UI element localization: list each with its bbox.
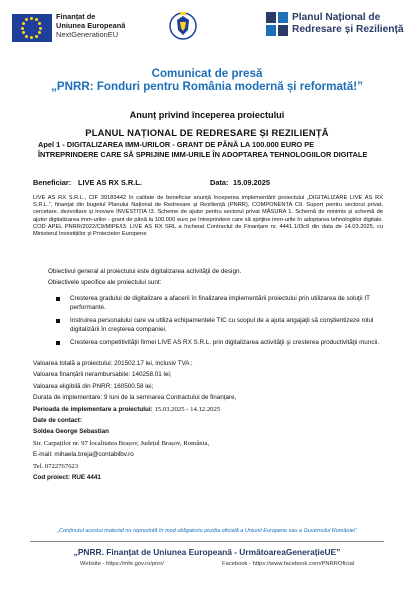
pnrr-logo-line2: Redresare și Reziliență — [292, 24, 404, 35]
footer-facebook-link[interactable]: Facebook - https://www.facebook.com/PNRROficial — [222, 561, 355, 567]
contact-email[interactable]: E-mail: mihaela.breja@contabilbv.ro — [33, 451, 134, 459]
list-item — [56, 294, 384, 312]
footer-website-link[interactable]: Website - https://mfe.gov.ro/pnrr/ — [80, 561, 164, 567]
eu-flag-icon — [12, 14, 52, 42]
pnrr-mark-icon — [266, 12, 288, 36]
project-details — [33, 358, 383, 483]
list-item — [56, 316, 384, 334]
nonrefundable-value: Valoarea finanțării nerambursabile: 140258.01 lei; — [33, 371, 172, 379]
list-item-text: Cresterea gradului de digitalizare a afacerii în finalizarea implementării proiectului prin utilizarea de soluţii IT performante. — [70, 295, 370, 311]
eu-logo-line2: Uniunea Europeană — [56, 21, 126, 30]
press-release-subtitle: „PNRR: Fonduri pentru România modernă și reformată!” — [51, 80, 363, 93]
total-value: Valoarea totală a proiectului: 201502.17 lei, inclusiv TVA ; — [33, 360, 193, 367]
beneficiary-value: LIVE AS RX S.R.L. — [78, 178, 142, 187]
plan-title: PLANUL NAȚIONAL DE REDRESARE ȘI REZILIENȚĂ — [85, 127, 329, 138]
bullet-icon — [56, 319, 60, 323]
date-label: Data: — [210, 178, 229, 187]
period-value: 15.03.2025 - 14.12.2025 — [154, 405, 221, 413]
implementation-period — [33, 404, 383, 415]
specific-objectives-intro: Obiectivele specifice ale proiectului sunt: — [48, 279, 162, 286]
eu-funding-logo — [12, 12, 132, 46]
eu-logo-line3: NextGenerationEU — [56, 30, 119, 39]
contact-header: Date de contact: — [33, 417, 82, 425]
list-item — [56, 338, 384, 347]
specific-objectives-list — [56, 294, 384, 351]
call-description — [38, 140, 383, 159]
government-crest-icon — [168, 10, 198, 44]
footer-title: „PNRR. Finanțat de Uniunea Europeană - UrmătoareaGenerațieUE” — [73, 547, 341, 557]
list-item-text: Cresterea competitivităţii firmei LIVE AS RX S.R.L. prin digitalizarea activităţii şi cresterea productivităţii muncii. — [70, 339, 380, 346]
pnrr-logo — [266, 10, 406, 44]
announcement-heading: Anunț privind începerea proiectului — [129, 110, 285, 120]
eligible-value: Valoarea eligibilă din PNRR: 160500.58 lei; — [33, 382, 154, 390]
contact-name: Soldea George Sebastian — [33, 428, 109, 436]
contact-address: Str. Carpaților nr. 97 localitatea Brașov, Județul Brașov, România, — [33, 439, 210, 447]
beneficiary-label: Beneficiar: — [33, 178, 72, 187]
eu-logo-line1: Finanțat de — [56, 12, 96, 21]
call-line2: ÎNTREPRINDERE CARE SĂ SPRIJINE IMM-URILE ÎN ADOPTAREA TEHNOLOGIILOR DIGITALE — [38, 149, 368, 159]
pnrr-logo-line1: Planul Național de — [292, 12, 381, 23]
implementation-duration: Durata de implementare: 9 luni de la semnarea Contractului de finanțare, — [33, 394, 237, 402]
period-label: Perioada de implementare a proiectului: — [33, 405, 153, 413]
eu-logo-text — [56, 12, 125, 39]
contact-phone: Tel. 0722767623 — [33, 462, 79, 470]
bullet-icon — [56, 297, 60, 301]
general-objective: Obiectivul general al proiectului este digitalizarea activităţii de design. — [48, 268, 242, 275]
press-release-title: Comunicat de presă — [151, 67, 263, 80]
project-code: Cod proiect: RUE 4441 — [33, 474, 101, 482]
bullet-icon — [56, 341, 60, 345]
pnrr-logo-text — [292, 12, 404, 36]
intro-paragraph: LIVE AS RX S.R.L., CIF 39183442 în calitate de beneficiar anunță începerea implementării proiectului „DIGITALIZARE LIVE AS RX S.R.L.”, finanțat din bugetul Planului Național de Redresare și Reziliență (PNRR), COMPONENTA C9. Suport pentru sectorul privat, cercetare, dezvoltare și inovare INVESTIȚIA I3. Scheme de ajutor pentru sectorul privat MĂSURA 1. Schemă de minimis și schemă de ajutor digitalizarea imm-urilor - grant de până la 100.000 euro pe întreprindere care să sprijine imm-urile în adoptarea tehnologiilor digitale. COD APEL PNRR/2022/C9/MIPE/I3. LIVE AS RX SRL a încheiat Contractul de Finanțare nr. 4441.1/I3c9 din data de 14.03.2025, cu Ministerul Investițiilor și Proiectelor Europene — [33, 195, 383, 238]
call-line1: Apel 1 - DIGITALIZAREA IMM-URILOR - GRANT DE PÂNĂ LA 100.000 EURO PE — [38, 140, 315, 149]
disclaimer: „Conținutul acestui material nu reprezintă în mod obligatoriu poziția oficială a Uniunii Europene sau a Guvernului României” — [57, 528, 357, 534]
list-item-text: Instruirea personalului care va utiliza echipamentele TIC cu scopul de a ajuta angajaţii să conştientizeze rolul digitalizării în creşterea companiei. — [70, 317, 374, 333]
date-value: 15.09.2025 — [233, 178, 270, 187]
objectives-section — [48, 268, 383, 290]
footer-divider — [30, 541, 384, 542]
